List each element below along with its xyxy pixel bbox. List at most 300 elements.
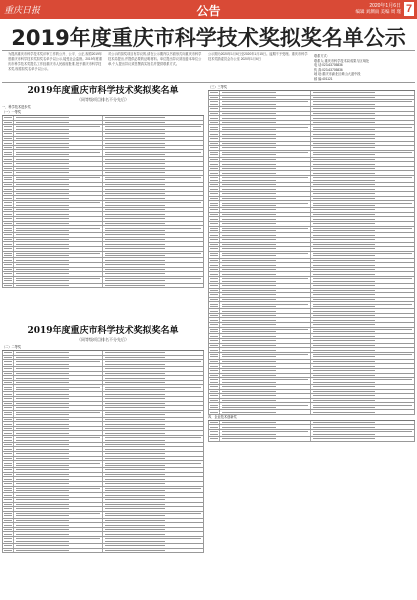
table-cell — [311, 403, 414, 409]
text-line — [210, 345, 218, 346]
text-line — [4, 463, 12, 464]
text-line — [16, 412, 100, 413]
text-line — [313, 108, 375, 109]
table-cell — [209, 403, 220, 409]
table-cell — [220, 425, 311, 429]
table-cell — [3, 238, 14, 242]
table-cell — [209, 213, 220, 217]
text-line — [313, 154, 375, 155]
table-cell — [311, 233, 414, 237]
text-line — [210, 407, 218, 408]
table-title: 2019年度重庆市科学技术奖拟奖名单 — [27, 86, 179, 96]
text-line — [222, 152, 308, 153]
text-line — [105, 269, 165, 270]
table-cell — [311, 421, 414, 425]
table-cell — [209, 233, 220, 237]
text-line — [16, 230, 69, 231]
table-row — [2, 549, 204, 554]
text-line — [4, 205, 12, 206]
table-cell — [103, 167, 203, 171]
award-table-left-lower — [2, 325, 204, 598]
table-cell — [311, 137, 414, 141]
table-cell — [311, 364, 414, 368]
table-cell — [14, 132, 103, 136]
table-cell — [3, 226, 14, 232]
table-cell — [14, 397, 103, 401]
table-cell — [103, 162, 203, 166]
table-cell — [14, 268, 103, 272]
text-line — [4, 228, 12, 229]
text-line — [210, 340, 218, 341]
table-cell — [3, 277, 14, 283]
table-cell — [311, 390, 414, 394]
text-line — [210, 219, 218, 220]
table-cell — [103, 482, 203, 486]
text-line — [210, 147, 218, 148]
text-line — [313, 265, 375, 266]
text-line — [16, 280, 69, 281]
contact-line: 传 真:023-63705836 — [314, 67, 343, 72]
table-cell — [209, 390, 220, 394]
text-line — [16, 463, 100, 464]
table-cell — [311, 344, 414, 348]
table-cell — [311, 430, 414, 436]
table-cell — [14, 150, 103, 156]
text-line — [222, 324, 276, 325]
text-line — [4, 193, 12, 194]
text-line — [222, 164, 276, 165]
text-line — [222, 177, 308, 178]
table-cell — [209, 385, 220, 389]
table-cell — [103, 238, 203, 242]
text-line — [222, 203, 308, 204]
text-line — [210, 255, 218, 256]
text-line — [105, 248, 165, 249]
text-line — [16, 361, 100, 362]
table-cell — [220, 227, 311, 233]
editor-credits: 编辑 刘渊雨 美编 周 瑾 — [355, 9, 401, 14]
text-line — [222, 184, 276, 185]
text-line — [16, 440, 69, 441]
table-cell — [14, 121, 103, 125]
table-cell — [220, 369, 311, 373]
text-line — [4, 117, 12, 118]
text-line — [4, 433, 12, 434]
table-cell — [103, 356, 203, 360]
text-line — [105, 433, 165, 434]
table-cell — [3, 212, 14, 216]
table-cell — [209, 293, 220, 297]
text-line — [16, 357, 69, 358]
table-cell — [103, 192, 203, 196]
table-cell — [220, 353, 311, 359]
text-line — [4, 373, 12, 374]
table-cell — [209, 187, 220, 191]
text-line — [105, 172, 165, 173]
text-line — [210, 104, 218, 105]
table-cell — [14, 381, 103, 385]
text-line — [313, 152, 412, 153]
text-line — [210, 122, 218, 123]
table-cell — [220, 158, 311, 162]
table-row — [208, 277, 415, 284]
table-cell — [311, 268, 414, 272]
text-line — [4, 394, 12, 395]
text-line — [4, 278, 12, 279]
text-line — [210, 422, 218, 423]
table-cell — [3, 507, 14, 511]
text-line — [222, 235, 276, 236]
table-row — [208, 302, 415, 309]
text-line — [222, 228, 308, 229]
table-cell — [14, 512, 103, 518]
table-cell — [311, 107, 414, 111]
text-line — [105, 228, 201, 229]
text-line — [210, 159, 218, 160]
text-line — [222, 285, 276, 286]
text-line — [105, 504, 165, 505]
text-line — [313, 203, 412, 204]
text-line — [16, 545, 69, 546]
table-row — [208, 353, 415, 360]
text-line — [313, 244, 375, 245]
table-cell — [103, 443, 203, 447]
text-line — [222, 209, 276, 210]
table-cell — [14, 457, 103, 461]
text-line — [313, 147, 375, 148]
text-line — [210, 379, 218, 380]
text-line — [313, 375, 375, 376]
table-cell — [311, 217, 414, 221]
table-cell — [103, 272, 203, 276]
table-row — [2, 201, 204, 208]
table-cell — [311, 213, 414, 217]
table-cell — [220, 125, 311, 131]
text-line — [313, 274, 375, 275]
table-cell — [311, 360, 414, 364]
table-cell — [14, 411, 103, 417]
text-line — [222, 331, 276, 332]
text-line — [4, 488, 12, 489]
table-cell — [14, 482, 103, 486]
table-cell — [220, 171, 311, 175]
table-cell — [220, 238, 311, 242]
table-cell — [209, 399, 220, 403]
text-line — [105, 122, 165, 123]
text-line — [222, 113, 276, 114]
text-line — [313, 228, 412, 229]
text-line — [16, 248, 69, 249]
text-line — [222, 244, 276, 245]
table-cell — [220, 247, 311, 251]
text-line — [313, 134, 375, 135]
text-line — [16, 172, 69, 173]
text-line — [210, 320, 218, 321]
text-line — [313, 395, 375, 396]
text-line — [105, 244, 165, 245]
text-line — [222, 412, 276, 413]
text-line — [313, 400, 375, 401]
table-cell — [103, 125, 203, 131]
table-cell — [3, 157, 14, 161]
table-cell — [103, 132, 203, 136]
text-line — [4, 525, 12, 526]
table-cell — [3, 192, 14, 196]
table-cell — [220, 309, 311, 313]
table-cell — [220, 390, 311, 394]
text-line — [222, 375, 276, 376]
table-cell — [3, 402, 14, 406]
table-cell — [220, 100, 311, 106]
text-line — [4, 490, 12, 491]
table-cell — [209, 410, 220, 414]
text-line — [4, 444, 12, 445]
table-cell — [209, 125, 220, 131]
text-line — [222, 382, 276, 383]
table-cell — [14, 222, 103, 226]
table-cell — [14, 277, 103, 283]
table-cell — [220, 272, 311, 276]
table-cell — [209, 192, 220, 196]
table-cell — [220, 151, 311, 157]
text-line — [222, 134, 276, 135]
text-line — [210, 203, 218, 204]
table-cell — [209, 158, 220, 162]
table-cell — [14, 137, 103, 141]
table-cell — [220, 302, 311, 308]
text-line — [313, 97, 375, 98]
table-cell — [3, 493, 14, 497]
table-cell — [103, 519, 203, 523]
text-line — [313, 235, 375, 236]
text-line — [222, 370, 276, 371]
table-cell — [3, 222, 14, 226]
table-cell — [14, 436, 103, 442]
table-cell — [209, 183, 220, 187]
text-line — [210, 311, 218, 312]
table-cell — [311, 302, 414, 308]
text-line — [4, 260, 12, 261]
text-line — [16, 378, 69, 379]
award-rows — [208, 420, 415, 442]
table-cell — [103, 171, 203, 175]
text-line — [222, 281, 276, 282]
text-line — [4, 364, 12, 365]
table-cell — [311, 328, 414, 334]
table-subtitle: （同等级项目排名不分先后） — [77, 97, 129, 102]
text-line — [16, 126, 100, 127]
table-cell — [209, 314, 220, 318]
text-line — [105, 126, 201, 127]
text-line — [313, 354, 412, 355]
table-cell — [220, 96, 311, 100]
text-line — [4, 154, 12, 155]
text-line — [16, 495, 69, 496]
text-line — [222, 299, 276, 300]
table-cell — [3, 141, 14, 145]
table-cell — [209, 146, 220, 150]
table-cell — [209, 247, 220, 251]
text-line — [105, 159, 165, 160]
table-cell — [14, 519, 103, 523]
text-line — [313, 278, 412, 279]
table-cell — [103, 406, 203, 410]
text-line — [313, 294, 375, 295]
table-cell — [14, 201, 103, 207]
table-cell — [3, 381, 14, 385]
text-line — [313, 253, 412, 254]
table-cell — [103, 263, 203, 267]
newspaper-logo: 重庆日报 — [4, 6, 41, 16]
text-line — [105, 529, 165, 530]
text-line — [105, 508, 165, 509]
table-cell — [14, 162, 103, 166]
text-line — [222, 118, 276, 119]
page-headline: 2019年度重庆市科学技术奖拟奖名单公示 — [11, 26, 406, 50]
table-cell — [311, 339, 414, 343]
text-line — [105, 189, 165, 190]
text-line — [4, 244, 12, 245]
table-cell — [220, 421, 311, 425]
text-line — [16, 508, 69, 509]
text-line — [4, 403, 12, 404]
text-line — [313, 184, 375, 185]
text-line — [16, 255, 69, 256]
table-row — [2, 176, 204, 183]
table-cell — [103, 222, 203, 226]
text-line — [222, 239, 276, 240]
table-cell — [209, 259, 220, 263]
table-cell — [103, 258, 203, 262]
text-line — [16, 138, 69, 139]
table-cell — [103, 351, 203, 355]
table-cell — [3, 461, 14, 467]
text-line — [313, 331, 375, 332]
text-line — [4, 458, 12, 459]
text-line — [313, 431, 412, 432]
table-cell — [209, 217, 220, 221]
text-line — [105, 394, 165, 395]
table-cell — [220, 289, 311, 293]
table-cell — [14, 503, 103, 507]
subsection-heading: （三）三等奖 — [208, 85, 228, 89]
text-line — [105, 373, 165, 374]
table-cell — [311, 309, 414, 313]
table-cell — [209, 272, 220, 276]
text-line — [105, 515, 165, 516]
table-cell — [14, 242, 103, 246]
text-line — [105, 143, 165, 144]
text-line — [222, 361, 276, 362]
table-cell — [3, 519, 14, 523]
text-line — [4, 280, 12, 281]
text-line — [313, 127, 412, 128]
text-line — [4, 453, 12, 454]
table-cell — [209, 151, 220, 157]
text-line — [222, 278, 308, 279]
text-line — [222, 223, 276, 224]
table-cell — [220, 263, 311, 267]
text-line — [222, 255, 276, 256]
text-line — [4, 529, 12, 530]
section-heading: 四、企业技术创新奖 — [208, 414, 237, 419]
table-cell — [3, 116, 14, 120]
text-line — [105, 382, 165, 383]
text-line — [4, 520, 12, 521]
table-cell — [3, 406, 14, 410]
table-cell — [14, 487, 103, 493]
table-cell — [14, 468, 103, 472]
text-line — [313, 248, 375, 249]
table-cell — [3, 183, 14, 187]
text-line — [210, 431, 218, 432]
text-line — [313, 438, 375, 439]
table-cell — [220, 112, 311, 116]
text-line — [16, 465, 69, 466]
text-line — [313, 198, 375, 199]
table-row — [2, 252, 204, 259]
text-line — [210, 281, 218, 282]
text-line — [222, 386, 276, 387]
text-line — [16, 453, 69, 454]
table-cell — [103, 422, 203, 426]
text-line — [313, 92, 375, 93]
text-line — [210, 269, 218, 270]
text-line — [105, 198, 165, 199]
table-cell — [14, 226, 103, 232]
text-line — [210, 434, 218, 435]
text-line — [222, 345, 276, 346]
table-cell — [220, 132, 311, 136]
text-line — [210, 438, 218, 439]
text-line — [210, 356, 218, 357]
text-line — [105, 205, 165, 206]
text-line — [105, 138, 165, 139]
table-cell — [209, 227, 220, 233]
text-line — [4, 122, 12, 123]
table-cell — [311, 293, 414, 297]
text-line — [210, 214, 218, 215]
text-line — [313, 304, 412, 305]
text-line — [4, 440, 12, 441]
table-cell — [209, 334, 220, 338]
table-cell — [209, 132, 220, 136]
table-cell — [220, 197, 311, 201]
text-line — [16, 469, 69, 470]
text-line — [105, 239, 165, 240]
text-line — [4, 550, 12, 551]
table-cell — [103, 247, 203, 251]
text-line — [105, 214, 165, 215]
text-line — [222, 147, 276, 148]
text-line — [105, 177, 201, 178]
table-cell — [103, 512, 203, 518]
text-line — [313, 180, 375, 181]
text-line — [4, 508, 12, 509]
text-line — [313, 311, 375, 312]
table-cell — [220, 252, 311, 258]
table-cell — [220, 293, 311, 297]
table-cell — [311, 353, 414, 359]
text-line — [222, 320, 276, 321]
table-cell — [220, 394, 311, 398]
table-cell — [209, 369, 220, 373]
table-cell — [14, 498, 103, 502]
table-cell — [103, 176, 203, 182]
text-line — [105, 202, 201, 203]
text-line — [210, 331, 218, 332]
text-line — [4, 419, 12, 420]
